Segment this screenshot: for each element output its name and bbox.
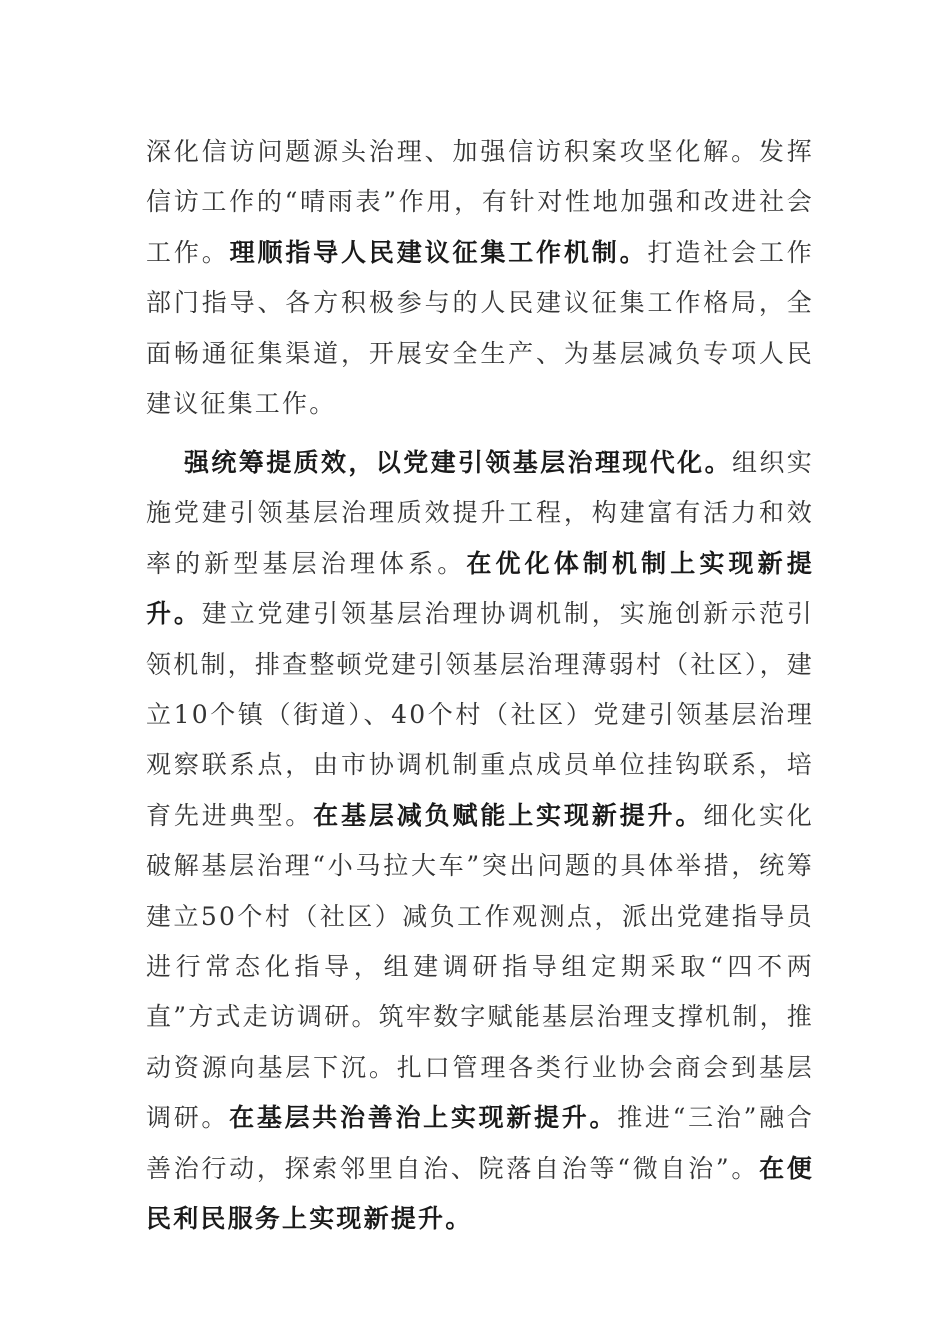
paragraph-2-text-1: 组织实施党建引领基层治理质效提升工程，构建富有活力和效率的新型基层治理体系。 <box>146 448 814 578</box>
paragraph-2-heading-1: 在优化体制机制上实现新提升。 <box>146 548 815 629</box>
paragraph-2-text-4: 推进“三治”融合善治行动，探索邻里自治、院落自治等“微自治”。 <box>146 1103 814 1183</box>
paragraph-2-heading-main: 强统筹提质效，以党建引领基层治理现代化。 <box>184 448 732 477</box>
paragraph-2 <box>146 438 814 1245</box>
paragraph-2-text-3: 细化实化破解基层治理“小马拉大车”突出问题的具体举措，统筹建立50个村（社区）减负工作观测点，派出党建指导员进行常态化指导，组建调研指导组定期采取“四不两直”方式走访调研。筑牢数字赋能基层治理支撑机制，推动资源向基层下沉。扎口管理各类行业协会商会到基层调研。 <box>146 800 814 1133</box>
paragraph-2-heading-4: 在便民利民服务上实现新提升。 <box>146 1153 814 1234</box>
paragraph-1-heading-1: 理顺指导人民建议征集工作机制。 <box>229 237 648 267</box>
paragraph-2-heading-3: 在基层共治善治上实现新提升。 <box>229 1103 618 1133</box>
paragraph-1-text-1: 深化信访问题源头治理、加强信访积案攻坚化解。发挥信访工作的“晴雨表”作用，有针对性地加强和改进社会工作。 <box>146 137 814 267</box>
paragraph-2-heading-2: 在基层减负赋能上实现新提升。 <box>313 800 704 830</box>
paragraph-1 <box>146 127 814 429</box>
paragraph-1-text-2: 打造社会工作部门指导、各方积极参与的人民建议征集工作格局，全面畅通征集渠道，开展安全生产、为基层减负专项人民建议征集工作。 <box>146 237 814 419</box>
paragraph-2-text-2: 建立党建引领基层治理协调机制，实施创新示范引领机制，排查整顿党建引领基层治理薄弱村（社区），建立10个镇（街道）、40个村（社区）党建引领基层治理观察联系点，由市协调机制重点成员单位挂钩联系，培育先进典型。 <box>146 599 815 830</box>
